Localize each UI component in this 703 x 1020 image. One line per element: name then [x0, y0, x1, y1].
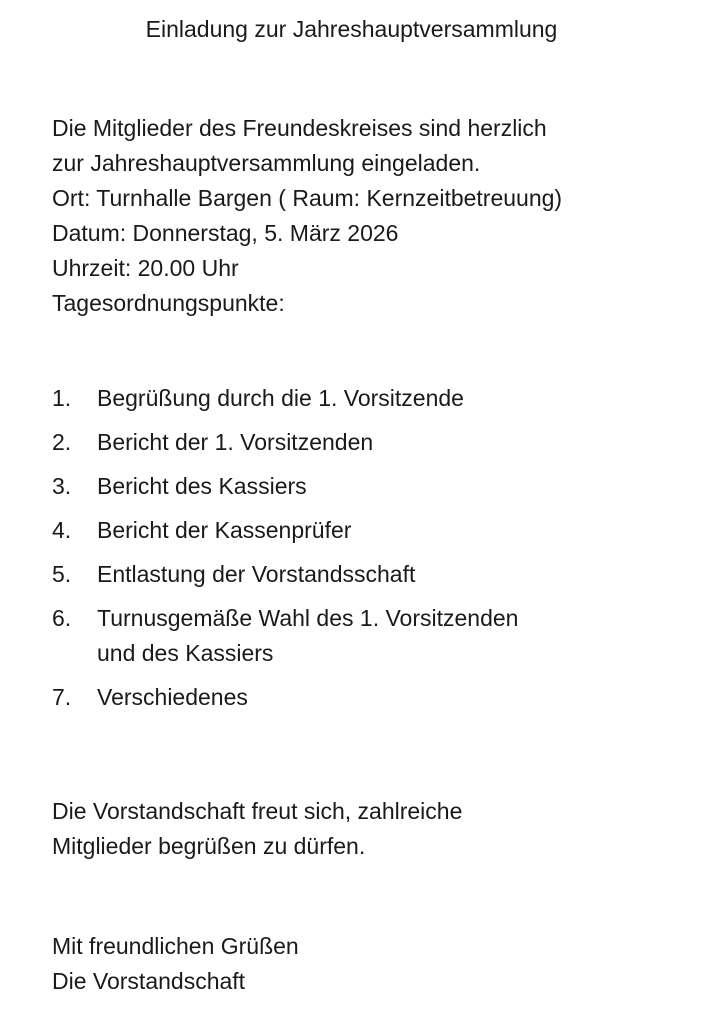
agenda-heading: Tagesordnungspunkte:: [52, 290, 285, 316]
agenda-item: [52, 469, 692, 504]
agenda-item: [52, 680, 692, 715]
intro-line-1: Die Mitglieder des Freundeskreises sind herzlich: [52, 115, 547, 141]
agenda-list: [52, 381, 692, 724]
date-line: Datum: Donnerstag, 5. März 2026: [52, 220, 399, 246]
agenda-item: [52, 425, 692, 460]
closing-line-2: Mitglieder begrüßen zu dürfen.: [52, 833, 366, 859]
agenda-item-text-continuation: und des Kassiers: [97, 640, 274, 666]
intro-line-2: zur Jahreshauptversammlung eingeladen.: [52, 150, 481, 176]
closing-paragraph: [52, 794, 692, 864]
agenda-item: [52, 513, 692, 548]
agenda-item: [52, 381, 692, 416]
agenda-item-text: Bericht der 1. Vorsitzenden: [97, 429, 374, 455]
agenda-item-text: Begrüßung durch die 1. Vorsitzende: [97, 385, 464, 411]
agenda-item-text: Bericht des Kassiers: [97, 473, 307, 499]
agenda-item: [52, 557, 692, 592]
agenda-item-number: 5.: [52, 561, 72, 587]
closing-line-1: Die Vorstandschaft freut sich, zahlreiche: [52, 798, 463, 824]
agenda-item-number: 7.: [52, 684, 72, 710]
document-title: Einladung zur Jahreshauptversammlung: [145, 16, 558, 42]
agenda-item-text: Verschiedenes: [97, 684, 248, 710]
time-line: Uhrzeit: 20.00 Uhr: [52, 255, 239, 281]
agenda-item-text: Bericht der Kassenprüfer: [97, 517, 352, 543]
signature: Die Vorstandschaft: [52, 968, 246, 994]
agenda-item-number: 4.: [52, 517, 72, 543]
agenda-item-number: 1.: [52, 385, 72, 411]
agenda-item-text: Entlastung der Vorstandsschaft: [97, 561, 416, 587]
agenda-item-number: 2.: [52, 429, 72, 455]
agenda-item: [52, 601, 692, 671]
agenda-item-text: Turnusgemäße Wahl des 1. Vorsitzenden: [97, 605, 519, 631]
agenda-item-number: 3.: [52, 473, 72, 499]
location-line: Ort: Turnhalle Bargen ( Raum: Kernzeitbetreuung): [52, 185, 563, 211]
greeting: Mit freundlichen Grüßen: [52, 933, 299, 959]
intro-paragraph: [52, 111, 692, 321]
agenda-item-number: 6.: [52, 605, 72, 631]
signoff: [52, 929, 692, 999]
